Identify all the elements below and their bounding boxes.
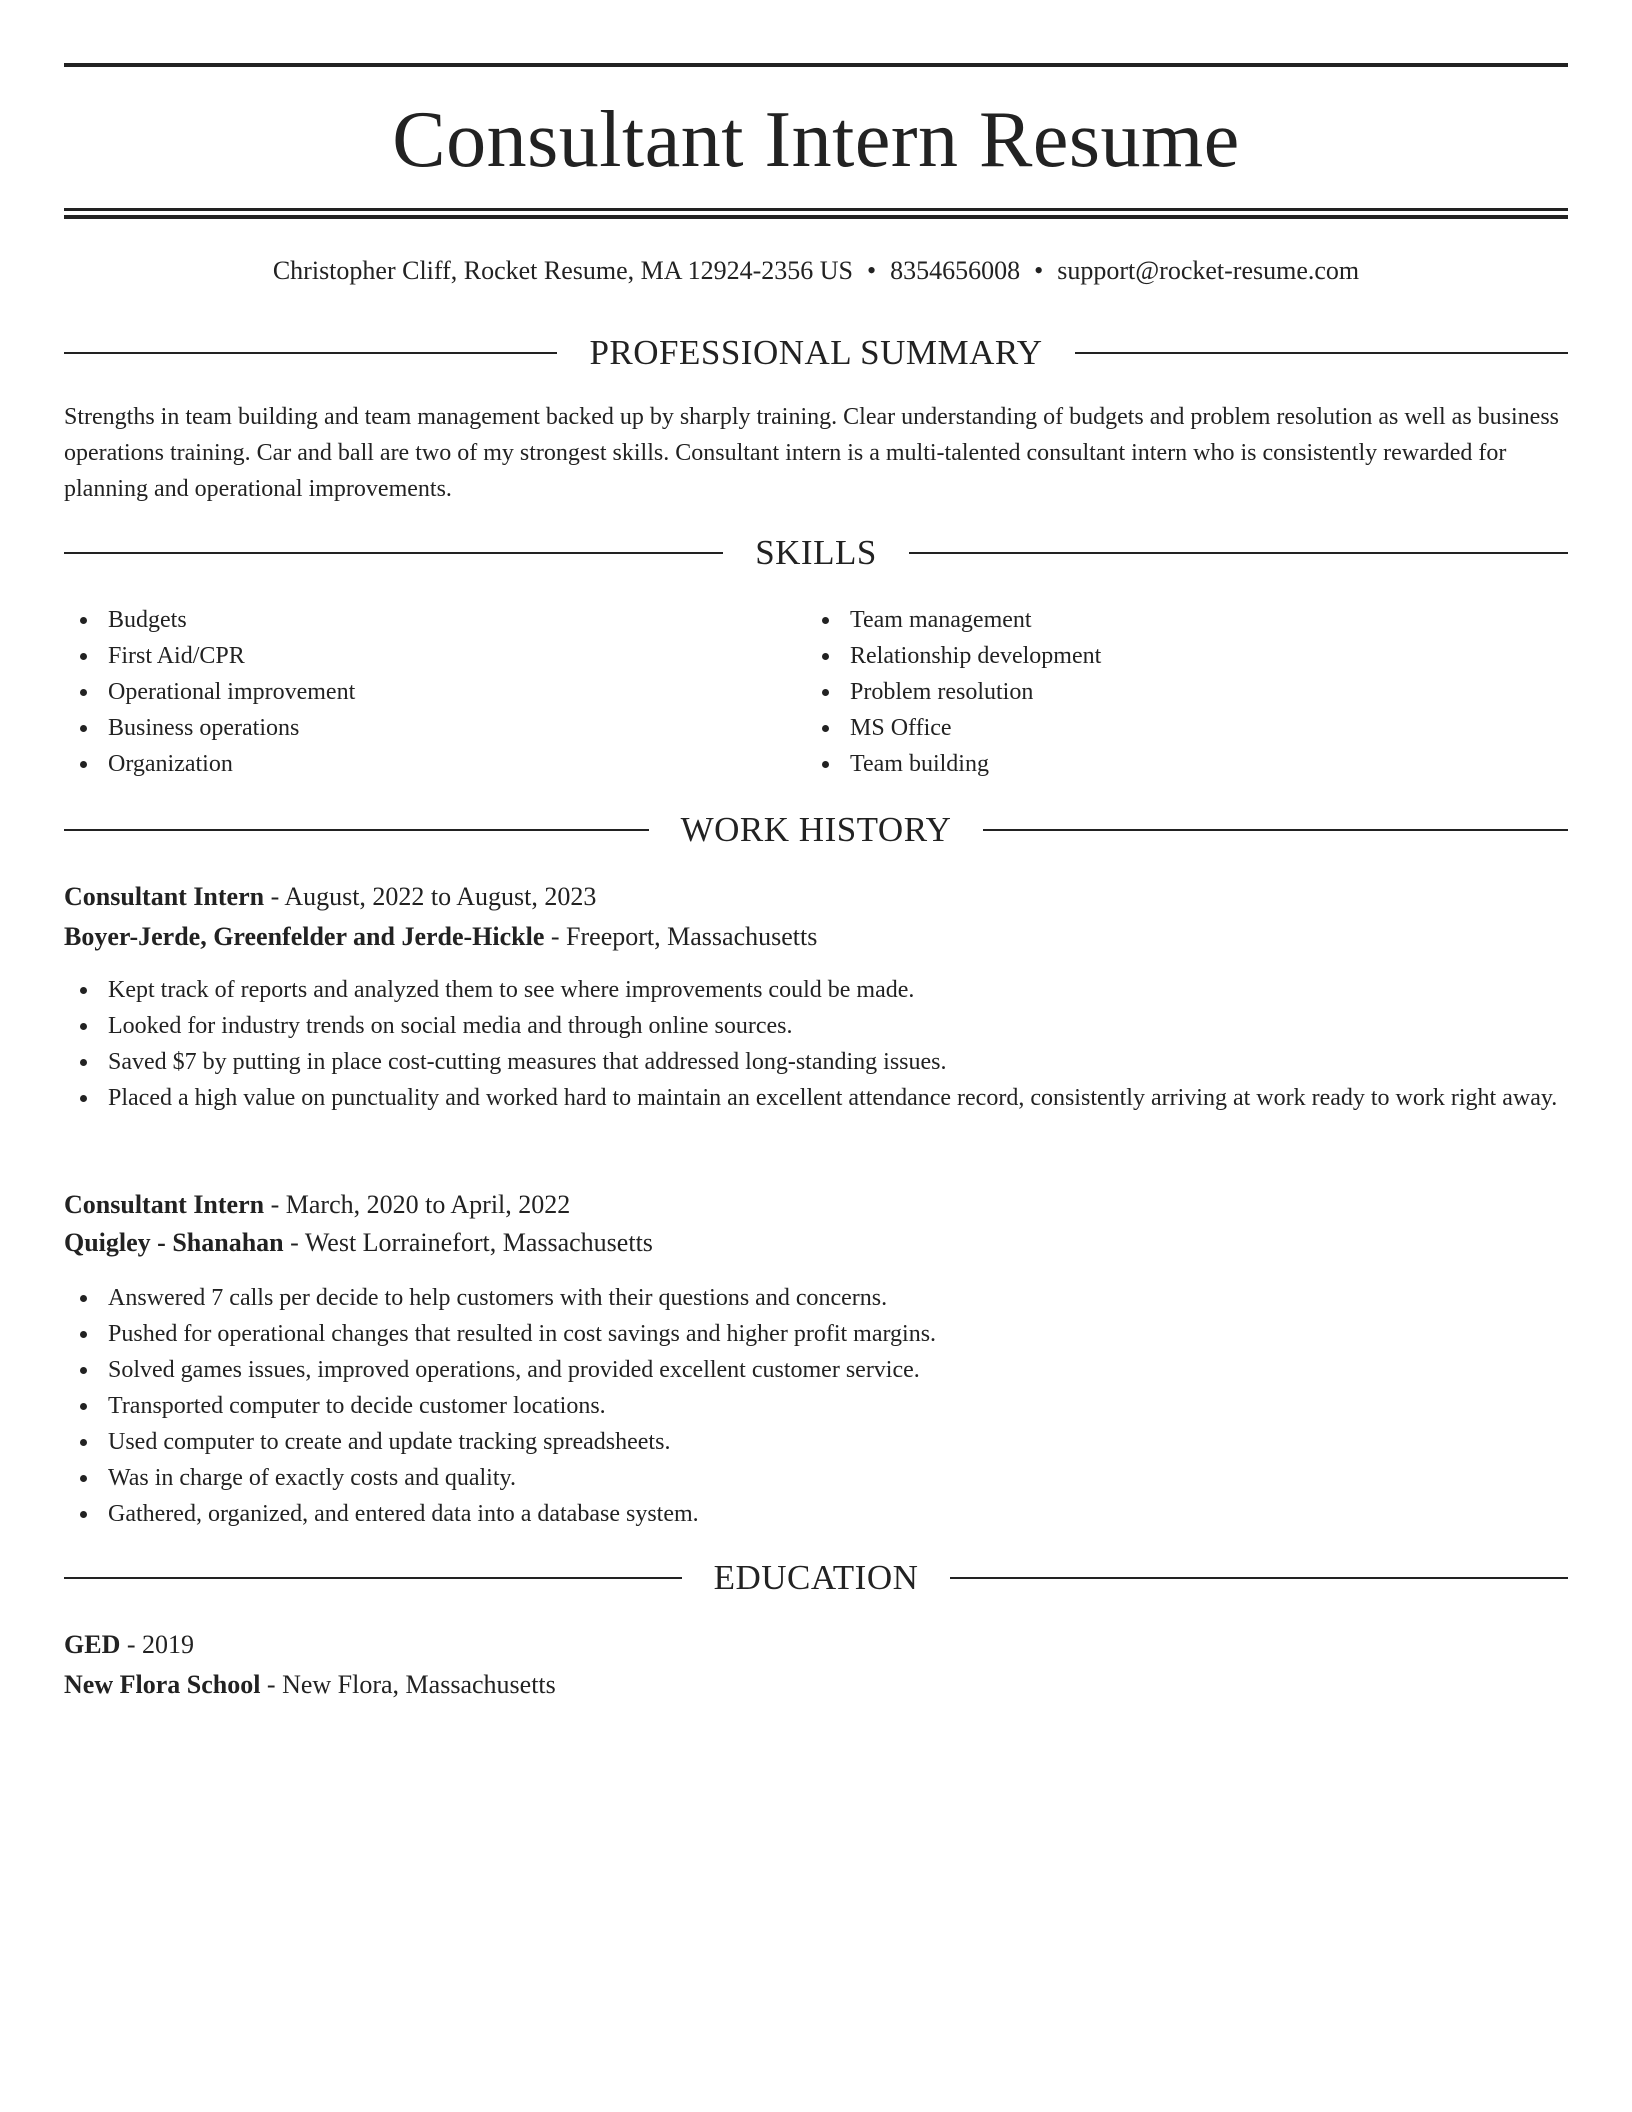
summary-text: Strengths in team building and team management backed up by sharply training. Clear understanding of budgets and problem resolution as well as business operations training. Car and ball are two of my strongest skills. Consultant intern is a multi-talented consultant intern who is consistently rewarded for planning and operational improvements. <box>64 404 1560 502</box>
skill-item: Relationship development <box>806 638 1546 674</box>
contact-phone: 8354656008 <box>890 256 1021 285</box>
summary-heading <box>64 331 1568 375</box>
school-location: - New Flora, Massachusetts <box>260 1670 556 1699</box>
heading-rule-left <box>64 829 649 831</box>
contact-email: support@rocket-resume.com <box>1057 256 1360 285</box>
job-dates: - August, 2022 to August, 2023 <box>264 882 597 911</box>
skills-list-left <box>64 602 804 782</box>
education-degree-line <box>64 1626 1568 1664</box>
job-2-employer-line <box>64 1224 1568 1262</box>
resume-title: Consultant Intern Resume <box>392 96 1240 184</box>
skill-item: Problem resolution <box>806 674 1546 710</box>
job-bullet: Transported computer to decide customer locations. <box>64 1388 1568 1424</box>
job-title: Consultant Intern <box>64 1190 265 1219</box>
job-2-bullets <box>64 1280 1568 1532</box>
job-bullet: Used computer to create and update tracking spreadsheets. <box>64 1424 1568 1460</box>
skills-heading-label: SKILLS <box>755 533 877 572</box>
skills-heading <box>64 531 1568 575</box>
title-rule-lower <box>64 215 1568 219</box>
heading-rule-right <box>983 829 1568 831</box>
job-bullet: Was in charge of exactly costs and quality. <box>64 1460 1568 1496</box>
skill-item: Team management <box>806 602 1546 638</box>
employer-name: Boyer-Jerde, Greenfelder and Jerde-Hickle <box>64 922 545 951</box>
heading-rule-right <box>909 552 1568 554</box>
skills-list-right <box>806 602 1546 782</box>
employer-location: - West Lorrainefort, Massachusetts <box>283 1228 653 1257</box>
summary-heading-label: PROFESSIONAL SUMMARY <box>589 333 1043 372</box>
job-1-bullets <box>64 972 1568 1116</box>
job-bullet: Saved $7 by putting in place cost-cutting measures that addressed long-standing issues. <box>64 1044 1568 1080</box>
education-heading <box>64 1556 1568 1600</box>
job-bullet: Looked for industry trends on social media and through online sources. <box>64 1008 1568 1044</box>
contact-separator: • <box>867 256 877 285</box>
job-dates: - March, 2020 to April, 2022 <box>264 1190 571 1219</box>
job-bullet: Pushed for operational changes that resulted in cost savings and higher profit margins. <box>64 1316 1568 1352</box>
work-heading-label: WORK HISTORY <box>680 810 952 849</box>
contact-separator: • <box>1034 256 1044 285</box>
skill-item: MS Office <box>806 710 1546 746</box>
heading-rule-left <box>64 1577 682 1579</box>
job-bullet: Kept track of reports and analyzed them to see where improvements could be made. <box>64 972 1568 1008</box>
job-bullet: Answered 7 calls per decide to help customers with their questions and concerns. <box>64 1280 1568 1316</box>
skill-item: Team building <box>806 746 1546 782</box>
degree-year: - 2019 <box>120 1630 195 1659</box>
skill-item: Operational improvement <box>64 674 804 710</box>
degree-name: GED <box>64 1630 121 1659</box>
contact-line <box>64 253 1568 289</box>
skill-item: Business operations <box>64 710 804 746</box>
job-bullet: Solved games issues, improved operations, and provided excellent customer service. <box>64 1352 1568 1388</box>
employer-name: Quigley - Shanahan <box>64 1228 284 1257</box>
title-rule-upper <box>64 208 1568 211</box>
job-2-title-line <box>64 1186 1568 1224</box>
job-bullet: Gathered, organized, and entered data into a database system. <box>64 1496 1568 1532</box>
education-school-line <box>64 1666 1568 1704</box>
heading-rule-left <box>64 352 557 354</box>
skill-item: Organization <box>64 746 804 782</box>
employer-location: - Freeport, Massachusetts <box>544 922 818 951</box>
school-name: New Flora School <box>64 1670 261 1699</box>
skill-item: Budgets <box>64 602 804 638</box>
contact-address: Christopher Cliff, Rocket Resume, MA 12924-2356 US <box>272 256 854 285</box>
heading-rule-right <box>950 1577 1568 1579</box>
heading-rule-left <box>64 552 723 554</box>
education-heading-label: EDUCATION <box>713 1558 919 1597</box>
job-bullet: Placed a high value on punctuality and worked hard to maintain an excellent attendance record, consistently arriving at work ready to work right away. <box>64 1080 1568 1116</box>
job-1-employer-line <box>64 918 1568 956</box>
heading-rule-right <box>1075 352 1568 354</box>
top-rule <box>64 63 1568 67</box>
job-title: Consultant Intern <box>64 882 265 911</box>
skill-item: First Aid/CPR <box>64 638 804 674</box>
job-1-title-line <box>64 878 1568 916</box>
work-heading <box>64 808 1568 852</box>
